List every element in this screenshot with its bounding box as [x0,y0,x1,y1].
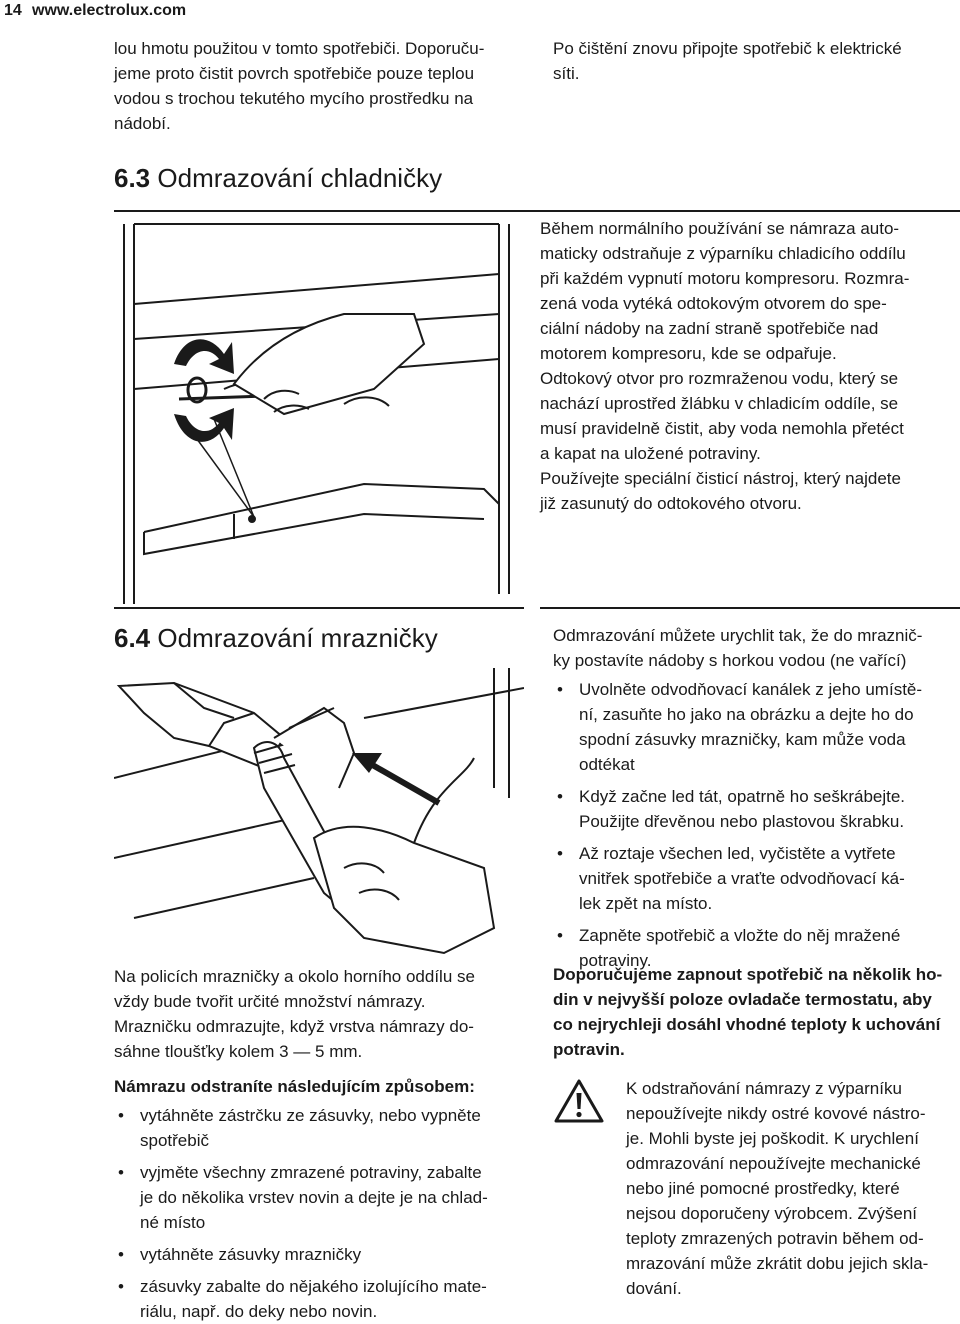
list-item: • zásuvky zabalte do nějakého izolujícího mate- riálu, např. do deky nebo novin. [114,1274,534,1324]
page-number: 14 [4,2,22,19]
recommendation-text: Doporučujeme zapnout spotřebič na několik ho- din v nejvyšší poloze ovladače termostatu, aby co nejrychleji dosáhl vhodné teploty k uchování potravin. [553,965,943,1059]
section-6-4-intro: Na policích mrazničky a okolo horního oddílu se vždy bude tvořit určité množství námrazy. Mrazničku odmrazujte, když vrstva námrazy do- sáhne tloušťky kolem 3 — 5 mm. [114,967,475,1061]
method-heading: Námrazu odstraníte následujícím způsobem: [114,1077,475,1096]
section-6-4-title: 6.4 Odmrazování mrazničky [114,623,438,653]
section-6-3-rule [114,210,960,212]
removal-steps-list [114,1103,534,1324]
section-6-3-body: Během normálního používání se námraza auto- maticky odstraňuje z výparníku chladicího oddílu při každém vypnutí motoru kompresoru. Rozmra- zená voda vytéká odtokovým otvorem do spe- ciální nádoby na zadní straně spotřebiče nad motorem kompresoru, kde se odpařuje. Odtokový otvor pro rozmraženou vodu, který se nachází uprostřed žlábku v chladicím oddíle, se musí pravidelně čistit, aby voda nemohla přetéct a kapat na uložené potraviny. Používejte speciální čisticí nástroj, který najdete již zasunutý do odtokového otvoru. [540,219,910,513]
site-url[interactable]: www.electrolux.com [32,2,187,19]
warning-icon [553,1078,605,1124]
section-6-4-rule-right [540,607,960,609]
fridge-drain-illustration [114,214,524,606]
speedup-intro: Odmrazování můžete urychlit tak, že do mraznič- ky postavíte nádoby s horkou vodou (ne vařící) [553,626,923,670]
list-item: • Až roztaje všechen led, vyčistěte a vytřete vnitřek spotřebiče a vraťte odvodňovací ká- lek zpět na místo. [553,841,958,916]
list-item: • vytáhněte zásuvky mrazničky [114,1242,534,1267]
list-item: • vyjměte všechny zmrazené potraviny, zabalte je do několika vrstev novin a dejte je na chlad- né místo [114,1160,534,1235]
list-item: • Zapněte spotřebič a vložte do něj mražené potraviny. [553,923,958,973]
defrost-steps-list [553,677,958,973]
list-item: • Uvolněte odvodňovací kanálek z jeho umístě- ní, zasuňte ho jako na obrázku a dejte ho do spodní zásuvky mrazničky, kam může voda odtékat [553,677,958,777]
warning-text: K odstraňování námrazy z výparníku nepoužívejte nikdy ostré kovové nástro- je. Mohli byste jej poškodit. K urychlení odmrazování nepoužívejte mechanické nebo jiné pomocné prostředky, které nejsou doporučeny výrobcem. Zvýšení teploty zmrazených potravin během od- mrazování může zkrátit dobu jejich skla- dování. [626,1079,929,1298]
intro-right-text: Po čištění znovu připojte spotřebič k elektrické síti. [553,39,902,83]
list-item: • Když začne led tát, opatrně ho seškrábejte. Použijte dřevěnou nebo plastovou škrabku. [553,784,958,834]
freezer-scraper-illustration [114,668,524,958]
section-6-4-rule-left [114,607,524,609]
list-item: • vytáhněte zástrčku ze zásuvky, nebo vypněte spotřebič [114,1103,534,1153]
intro-left-text: lou hmotu použitou v tomto spotřebiči. Doporuču- jeme proto čistit povrch spotřebiče pouze teplou vodou s trochou tekutého mycího prostředku na nádobí. [114,39,485,133]
page-header [0,0,960,22]
section-6-3-title: 6.3 Odmrazování chladničky [114,163,443,193]
